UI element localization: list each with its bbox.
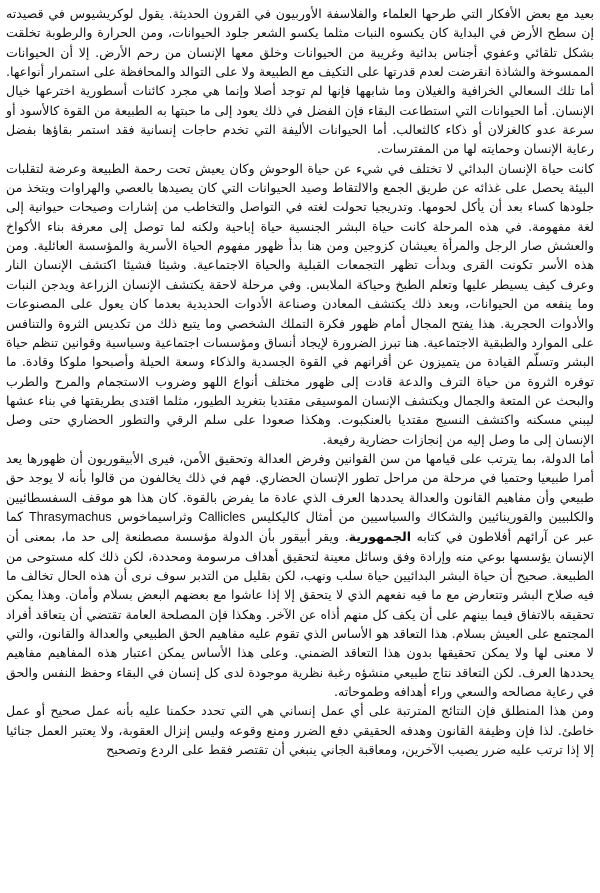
paragraph-primitive-life: كانت حياة الإنسان البدائي لا تختلف في شيء عن حياة الوحوش وكان يعيش تحت رحمة الطبيعة وعرضة لتقلبات البيئة يحصل على غذائه عن طريق الجمع والالتقاط وصيد الحيوانات التي كان يصيدها بالعصي والهراوات ويتخذ من جلودها كساء بعد أن يأكل لحومها. وتدريجيا تحولت لغته في التواصل والتخاطب من إشارات وصيحات حيوانية إلى لغة مفهومة. في هذه المرحلة كانت حياة البشر الجنسية حياة إباحية ولكنه لما توصل إلى معرفة بناء الأكواخ والعشش صار الرجل والمرأة يعيشان كزوجين ومن هنا بدأ ظهور مفهوم الحياة الأسرية والمؤسسة العائلية. ومن هذه الأسر تكونت القرى وبدأت تظهر التجمعات القبلية والحياة الاجتماعية. وشيئا فشيئا اكتشف الإنسان النار وعرف كيف يسيطر عليها وتعلم الطبخ وحياكة الملابس. وفي مرحلة لاحقة يكتشف الإنسان الزراعة ويدجن النبات وما ينفعه من الحيوانات، وبعد ذلك يكتشف المعادن وصناعة الأدوات الحديدية بعدما كان يعول على المصنوعات والأدوات الحجرية. هذا يفتح المجال أمام ظهور فكرة التملك الشخصي وما يتبع ذلك من تكديس الثروة والتنافس على الموارد والطبقية الاجتماعية. هنا تبرز الضرورة لإيجاد أنساق ومؤسسات اجتماعية وسياسية وقوانين تنظم حياة البشر وتسلّم القيادة من يتميزون عن أقرانهم في القوة الجسدية والذكاء وسعة الحيلة وأصبحوا ملوكا وقادة. ما توفره الثروة من حياة الترف والدعة قادت إلى ظهور مختلف أنواع اللهو وضروب الاستجمام والمرح والطرب والبحث عن المتعة والجمال ويكتشف الإنسان الموسيقى مقتديا بتغريد الطيور، مثلما اقتدى بطريقتها في بناء عشها ليبني مسكنه واكتشف النسيج مقتديا بالعنكبوت. وهكذا صعودا على سلم الرقي والتطور الحضاري حتى وصل الإنسان إلى ما وصل إليه من إنجازات حضارية رفيعة. [6, 160, 594, 447]
paragraph-lucretius: بعيد مع بعض الأفكار التي طرحها العلماء والفلاسفة الأوربيون في القرون الحديثة. يقول لوكريشيوس في قصيدته إن سطح الأرض في البداية كان يكسوه النبات مثلما يكسو الشعر جلود الحيوانات، ومن الحرارة والرطوبة تخلقت بشكل تلقائي وعفوي أجناس بدائية وغريبة من الحيوانات وخلق معها الإنسان من رحم الأرض. إلا أن الحيوانات الممسوخة والشاذة انقرضت لعدم قدرتها على التكيف مع الطبيعة ولا على التوالد والمحافظة على استمرار أنواعها. أما تلك السعالي الخرافية والغيلان وما شابهها فإنها لم توجد أصلا وإنما هي مجرد كائنات أسطورية اخترعها خيال الإنسان. أما الحيوانات التي استطاعت البقاء فإن الفضل في ذلك يعود إلى ما حبتها به الطبيعة من القوة كالأسود أو سرعة عدو كالغزلان أو ذكاء كالثعالب. أما الحيوانات الأليفة التي تخدم حاجات إنسانية فقد استمر بقاؤها بفضل رعاية الإنسان وحمايته لها من المفترسات. [6, 6, 594, 157]
latin-name-thrasymachus: Thrasymachus [29, 509, 112, 524]
state-text-part-3: كما عبر عن آرائهم أفلاطون في كتابه [6, 508, 594, 545]
state-text-part-4: . ويقر أبيقور بأن الدولة مؤسسة مصطنعة إلى حد ما، بمعنى أن الإنسان يؤسسها بوعي منه وإرادة وفق وسائل معينة لتحقيق أهداف مرسومة ومحددة، لكن ذلك كله مستوحى من الطبيعة. صحيح أن حياة البشر البدائيين حياة سلب ونهب، لكن بقليل من التدبر سوف نرى أن هذه الحال تخالف ما فيه صلاح البشر وتتعارض مع ما فيه نفعهم الذي لا يتحقق إلا إذا عاشوا مع بعضهم البعض بسلام وأمان. وهذا يمكن تحقيقه بالاتفاق فيما بينهم على أن يكف كل منهم أذاه عن الآخر. وهكذا فإن المصلحة العامة تقتضي أن يتعاقد أفراد المجتمع على العيش بسلام. هذا التعاقد هو الأساس الذي تقوم عليه مفاهيم الحق الطبيعي والعدالة والقانون، والتي لا معنى لها ولا يمكن تحقيقها بدون هذا التعاقد الضمني. وعلى هذا الأساس يمكن اعتبار هذه المفاهيم مفاهيم يحددها العرف. لكن التعاقد نتاج طبيعي منشؤه رغبة نظرية موجودة لدى كل إنسان في البقاء وحفظ النفس والحق في رعاية مصالحه والسعي وراء أهدافه وطموحاته. [6, 529, 594, 700]
paragraph-state [6, 449, 594, 701]
state-text-part-1: أما الدولة، بما يترتب على قيامها من سن القوانين وفرض العدالة وتحقيق الأمن، فيرى الأبيقوريون أن ظهورها يعد أمرا طبيعيا وحتميا في مرحلة من مراحل تطور الإنسان الحضاري. فهم في ذلك يخالفون من قالوا بأنه لا يوجد حق طبيعي وأن مفاهيم القانون والعدالة يحددها العرف الذي عادة ما يفرض بالقوة. كان هذا هو موقف السفسطائيين والكلبيين والقورينائيين والشكاك والسياسيين من أمثال كاليكليس [6, 450, 594, 524]
latin-name-callicles: Callicles [198, 509, 246, 524]
paragraph-law-consequences: ومن هذا المنطلق فإن النتائج المترتبة على أي عمل إنساني هي التي تحدد حكمنا عليه بأنه عمل صحيح أو عمل خاطئ. لذا فإن وظيفة القانون وهدفه الحقيقي دفع الضرر ومنع وقوعه وليس إنزال العقوبة، ولا يعتبر العمل جنائيا إلا إذا ترتب عليه ضرر يصيب الآخرين، ومعاقبة الجاني ينبغي أن تقتصر فقط على الردع وتصحيح [6, 703, 594, 758]
book-title-republic: الجمهورية [348, 529, 412, 545]
state-text-part-2: وثراسيماخوس [111, 508, 199, 524]
